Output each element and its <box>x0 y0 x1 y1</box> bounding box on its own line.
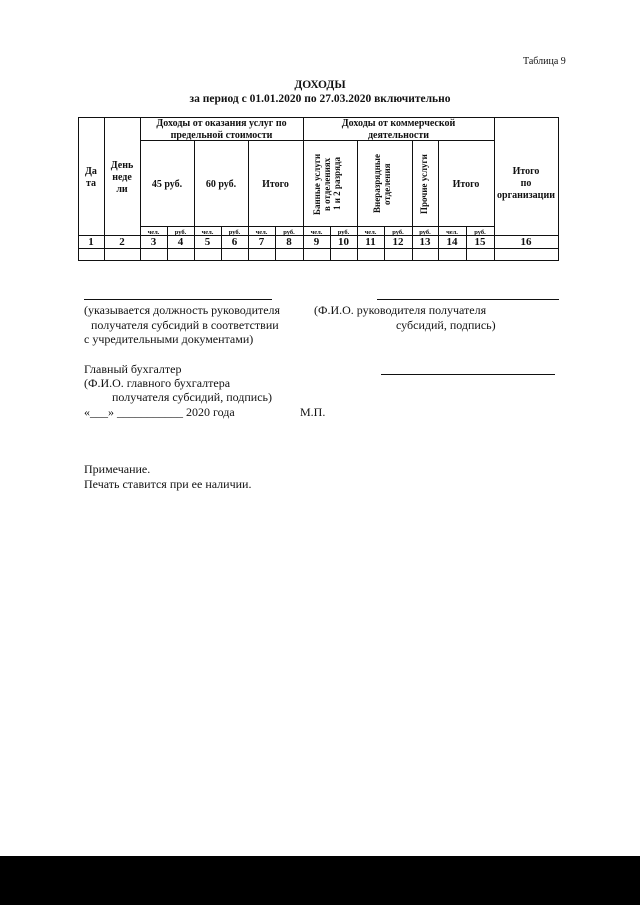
note-title: Примечание. <box>84 462 151 476</box>
column-number: 6 <box>231 236 238 248</box>
extra-rank-header <box>372 146 396 222</box>
sub-unit: руб. <box>228 229 241 236</box>
price-45-header: 45 руб. <box>151 179 183 190</box>
head-position-signature-line <box>84 299 272 300</box>
note-text: Печать ставится при ее наличии. <box>84 477 252 491</box>
sub-unit: руб. <box>174 229 187 236</box>
total-org-line1: Итого <box>512 166 540 177</box>
column-number: 3 <box>150 236 157 248</box>
bath-services-line1: Банные услуги <box>312 153 322 215</box>
sub-unit: руб. <box>283 229 295 236</box>
group-services-line2: предельной стоимости <box>170 130 273 141</box>
total-commercial-header: Итого <box>452 179 480 190</box>
col-date-header <box>78 166 104 190</box>
column-number: 13 <box>419 236 431 248</box>
sub-unit: чел. <box>446 229 458 236</box>
head-position-caption-line3: с учредительными документами) <box>84 332 254 346</box>
column-number: 10 <box>338 236 349 248</box>
stamp-label: М.П. <box>300 405 326 419</box>
col-date-line2: та <box>85 178 97 189</box>
group-commercial-line1: Доходы от коммерческой <box>341 118 456 129</box>
bath-services-header <box>312 146 352 222</box>
column-number: 12 <box>392 236 404 248</box>
extra-rank-line1: Внеразрядные <box>372 154 382 214</box>
column-number: 1 <box>88 236 94 248</box>
group-commercial-header <box>303 118 494 142</box>
sub-unit: чел. <box>147 229 160 236</box>
sub-unit: руб. <box>419 229 431 236</box>
column-number: 16 <box>520 236 532 248</box>
column-number: 9 <box>313 236 320 248</box>
head-name-signature-line <box>377 299 559 300</box>
col-weekday-line1: День <box>110 160 134 171</box>
column-number: 8 <box>286 236 292 248</box>
sub-unit: чел. <box>201 229 214 236</box>
column-number: 5 <box>204 236 211 248</box>
column-number: 15 <box>474 236 486 248</box>
accountant-caption-line2: получателя субсидий, подпись) <box>112 390 273 404</box>
scan-border-bottom <box>0 856 640 905</box>
group-services-line1: Доходы от оказания услуг по <box>156 118 287 129</box>
document-period: за период с 01.01.2020 по 27.03.2020 включительно <box>189 93 451 105</box>
col-weekday-header <box>104 160 140 196</box>
other-services-header: Прочие услуги <box>419 154 429 214</box>
accountant-caption-line1: (Ф.И.О. главного бухгалтера <box>84 376 231 390</box>
sub-unit: чел. <box>310 229 323 236</box>
table-number-label: Таблица 9 <box>523 56 566 67</box>
total-org-header <box>494 166 558 202</box>
column-number: 11 <box>365 236 376 248</box>
chief-accountant-label: Главный бухгалтер <box>84 362 182 376</box>
column-number: 14 <box>446 236 458 248</box>
bath-services-line3: 1 и 2 разряда <box>332 157 342 211</box>
sub-unit: руб. <box>337 229 350 236</box>
group-commercial-line2: деятельности <box>367 130 430 141</box>
sub-unit: руб. <box>392 229 404 236</box>
total-services-header: Итого <box>262 179 289 190</box>
group-services-header <box>140 118 303 142</box>
bath-services-line2: в отделениях <box>322 157 332 211</box>
sub-unit: чел. <box>255 229 268 236</box>
total-org-line2: по организации <box>497 178 555 201</box>
sub-unit: чел. <box>364 229 377 236</box>
chief-accountant-signature-line <box>381 374 555 375</box>
sub-unit: руб. <box>474 229 486 236</box>
document-title: ДОХОДЫ <box>294 79 346 91</box>
column-number: 4 <box>177 236 184 248</box>
head-name-caption-line1: (Ф.И.О. руководителя получателя <box>314 303 487 317</box>
column-number: 7 <box>258 236 265 248</box>
price-60-header: 60 руб. <box>205 179 237 190</box>
date-line: «___» ___________ 2020 года <box>84 405 235 419</box>
head-name-caption-line2: субсидий, подпись) <box>396 318 496 332</box>
col-weekday-line2: неде <box>112 172 132 183</box>
head-position-caption-line2: получателя субсидий в соответствии <box>91 318 279 332</box>
extra-rank-line2: отделения <box>382 163 392 205</box>
column-number: 2 <box>119 236 125 248</box>
col-weekday-line3: ли <box>116 184 128 195</box>
col-date-line1: Да <box>85 166 97 177</box>
head-position-caption-line1: (указывается должность руководителя <box>84 303 281 317</box>
